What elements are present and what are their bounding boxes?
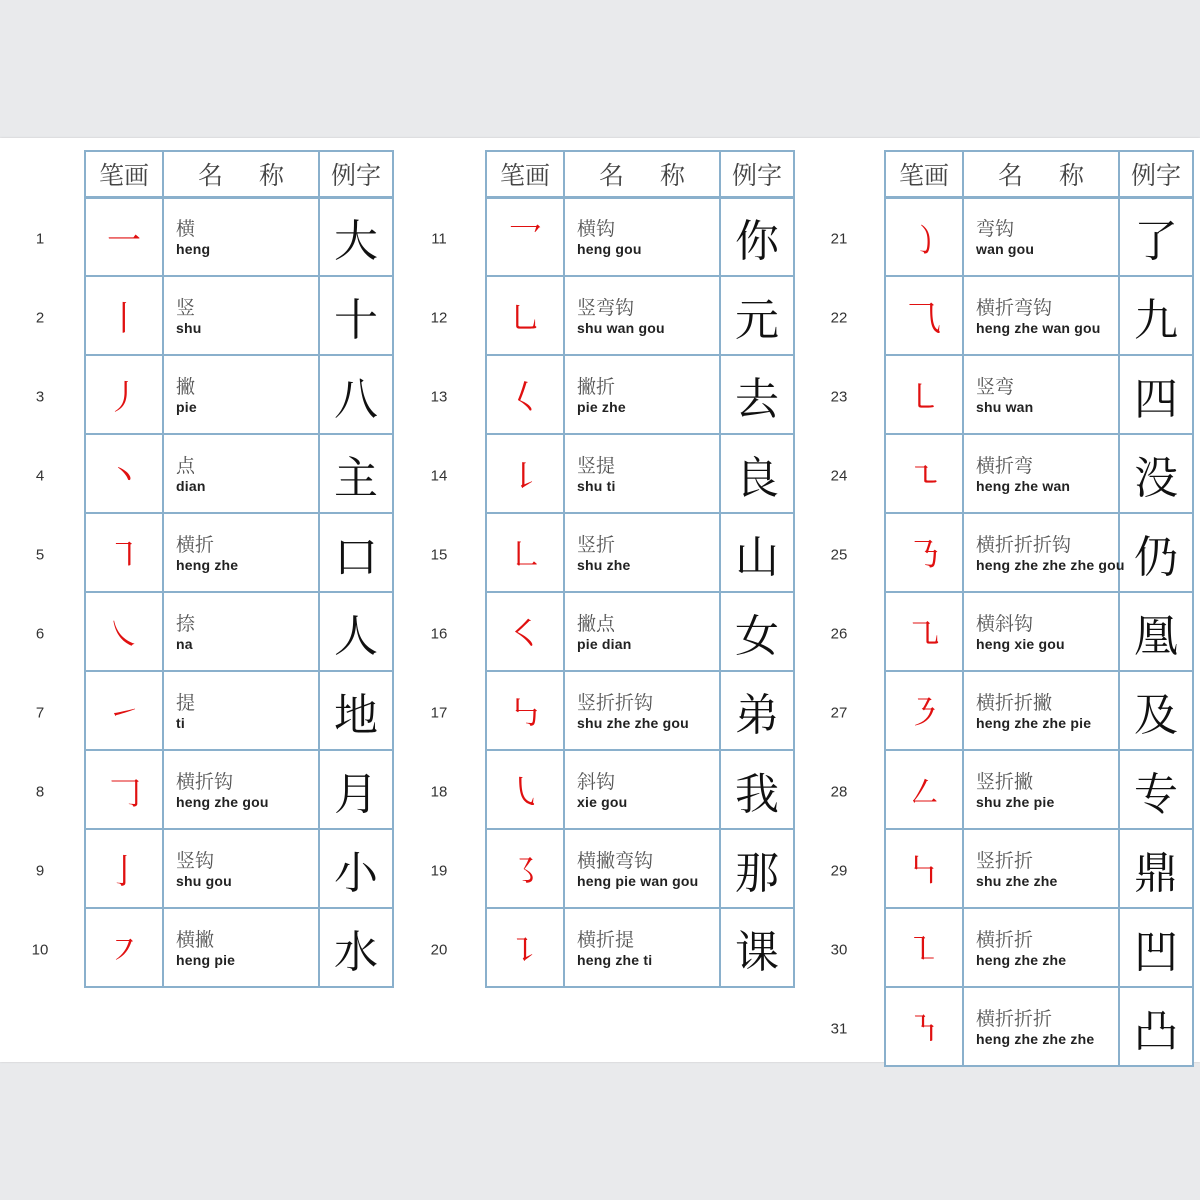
stroke-glyph: ㇏	[86, 593, 164, 670]
row-number: 21	[830, 230, 848, 247]
stroke-glyph: ㇌	[487, 830, 565, 907]
stroke-name: 横折弯	[976, 454, 1034, 477]
table-row	[886, 354, 1192, 433]
stroke-pinyin: shu zhe zhe	[976, 872, 1058, 889]
stroke-pinyin: shu zhe	[577, 556, 631, 573]
row-number: 29	[830, 862, 848, 879]
stroke-name-cell	[164, 593, 320, 670]
stroke-glyph: ㇡	[886, 514, 964, 591]
row-number: 7	[35, 704, 45, 721]
table-row	[86, 354, 392, 433]
row-number: 2	[35, 309, 45, 326]
row-number: 26	[830, 625, 848, 642]
row-number: 9	[35, 862, 45, 879]
stroke-glyph: ㇜	[886, 751, 964, 828]
stroke-name: 横折折撇	[976, 691, 1053, 714]
stroke-pinyin: heng pie	[176, 951, 236, 968]
stroke-name-cell	[964, 356, 1120, 433]
table-row	[86, 907, 392, 986]
stroke-name: 横折折	[976, 928, 1034, 951]
stroke-name-cell	[164, 672, 320, 749]
stroke-name: 提	[176, 691, 196, 714]
example-character: 九	[1134, 294, 1178, 346]
stroke-name: 横	[176, 218, 196, 240]
stroke-name: 斜钩	[577, 770, 616, 793]
stroke-glyph: ㇂	[487, 751, 565, 828]
row-number: 30	[830, 941, 848, 958]
table-header	[86, 152, 392, 199]
stroke-pinyin: heng gou	[577, 241, 642, 257]
table-row	[86, 199, 392, 275]
stroke-name: 撇	[176, 375, 196, 398]
stroke-pinyin: heng	[176, 241, 211, 257]
stroke-name-cell	[964, 593, 1120, 670]
row-number: 24	[830, 467, 848, 484]
stroke-name-cell	[964, 435, 1120, 512]
stroke-glyph: 𠃌	[86, 751, 164, 828]
stroke-glyph: ㇊	[487, 909, 565, 986]
stroke-glyph: ㇄	[886, 356, 964, 433]
stroke-glyph: ㇇	[86, 909, 164, 986]
stroke-name: 竖折折	[976, 849, 1034, 872]
header-example: 例字	[731, 161, 782, 190]
row-number: 27	[830, 704, 848, 721]
stroke-name: 横折折折	[976, 1007, 1053, 1030]
stroke-name: 横撇	[176, 928, 215, 951]
stroke-pinyin: shu zhe zhe gou	[577, 714, 689, 731]
table-row	[487, 907, 793, 986]
header-example: 例字	[330, 161, 381, 190]
example-character: 地	[334, 689, 378, 741]
example-character: 小	[334, 847, 378, 899]
stroke-name-cell	[964, 672, 1120, 749]
stroke-name-cell	[565, 909, 721, 986]
stroke-pinyin: heng zhe	[176, 556, 239, 573]
table-row	[487, 828, 793, 907]
row-number: 28	[830, 783, 848, 800]
stroke-name: 横撇弯钩	[577, 849, 654, 872]
stroke-pinyin: shu ti	[577, 477, 616, 494]
stroke-glyph: ⺄	[886, 277, 964, 354]
stroke-name-cell	[964, 909, 1120, 986]
example-character: 那	[735, 847, 779, 899]
row-number: 25	[830, 546, 848, 563]
stroke-name-cell	[565, 751, 721, 828]
stroke-table-2	[485, 150, 795, 988]
row-number: 18	[430, 783, 448, 800]
stroke-pinyin: heng zhe zhe pie	[976, 714, 1092, 731]
stroke-glyph: 乛	[487, 199, 565, 275]
example-character: 山	[735, 531, 779, 583]
stroke-name-cell	[164, 199, 320, 275]
stroke-name-cell	[565, 435, 721, 512]
header-stroke: 笔画	[86, 152, 164, 196]
example-character: 十	[334, 294, 378, 346]
stroke-pinyin: heng zhe wan gou	[976, 319, 1101, 336]
example-character: 八	[334, 373, 378, 425]
stroke-name-cell	[164, 356, 320, 433]
stroke-glyph: 一	[86, 199, 164, 275]
stroke-name: 捺	[176, 612, 196, 635]
stroke-chart-sheet	[0, 138, 1200, 1062]
example-character: 专	[1134, 768, 1178, 820]
stroke-name-cell	[964, 751, 1120, 828]
example-character: 月	[334, 768, 378, 820]
stroke-name: 弯钩	[976, 218, 1015, 240]
stroke-glyph: ㇀	[86, 672, 164, 749]
stroke-name: 竖弯钩	[577, 296, 635, 319]
example-character: 凹	[1134, 926, 1178, 978]
stroke-pinyin: pie zhe	[577, 398, 626, 415]
stroke-name-cell	[565, 593, 721, 670]
table-row	[487, 433, 793, 512]
stroke-name-cell	[964, 277, 1120, 354]
stroke-glyph: 丶	[86, 435, 164, 512]
row-number: 13	[430, 388, 448, 405]
stroke-pinyin: heng xie gou	[976, 635, 1065, 652]
example-character: 课	[735, 926, 779, 978]
table-row	[487, 512, 793, 591]
example-character: 你	[735, 216, 779, 267]
stroke-glyph: 丿	[86, 356, 164, 433]
table-row	[86, 512, 392, 591]
header-example: 例字	[1130, 161, 1181, 190]
stroke-name-cell	[964, 830, 1120, 907]
stroke-glyph: ㇕	[86, 514, 164, 591]
stroke-name-cell	[565, 672, 721, 749]
row-number: 6	[35, 625, 45, 642]
table-row	[886, 749, 1192, 828]
stroke-glyph: ㇟	[487, 277, 565, 354]
table-row	[86, 828, 392, 907]
stroke-pinyin: shu	[176, 319, 202, 336]
example-character: 女	[735, 610, 779, 662]
stroke-name: 竖弯	[976, 375, 1015, 398]
example-character: 元	[735, 294, 779, 346]
example-character: 去	[735, 373, 779, 425]
header-name: 名 称	[164, 152, 320, 196]
row-number: 14	[430, 467, 448, 484]
stroke-glyph: ㇞	[886, 830, 964, 907]
example-character: 凸	[1134, 1005, 1178, 1057]
stroke-pinyin: heng zhe wan	[976, 477, 1071, 494]
stroke-pinyin: pie	[176, 398, 197, 415]
example-character: 主	[334, 452, 378, 504]
example-character: 口	[334, 531, 378, 583]
stroke-name: 横钩	[577, 218, 616, 240]
table-header	[487, 152, 793, 199]
stroke-pinyin: shu zhe pie	[976, 793, 1055, 810]
stroke-name-cell	[164, 751, 320, 828]
stroke-name: 横折钩	[176, 770, 234, 793]
example-character: 水	[334, 926, 378, 978]
stroke-glyph: ㇙	[487, 435, 565, 512]
stroke-name: 竖钩	[176, 849, 215, 872]
stroke-glyph: ㇅	[886, 909, 964, 986]
row-number: 22	[830, 309, 848, 326]
row-number: 31	[830, 1020, 848, 1037]
example-character: 我	[735, 768, 779, 820]
stroke-pinyin: heng zhe zhe	[976, 951, 1067, 968]
stroke-name-cell	[565, 199, 721, 275]
header-stroke: 笔画	[886, 152, 964, 196]
row-number: 15	[430, 546, 448, 563]
stroke-pinyin: heng zhe ti	[577, 951, 653, 968]
stroke-pinyin: pie dian	[577, 635, 632, 652]
stroke-pinyin: wan gou	[976, 241, 1035, 257]
stroke-name-cell	[164, 435, 320, 512]
row-number: 10	[31, 941, 49, 958]
stroke-name-cell	[565, 830, 721, 907]
table-row	[886, 199, 1192, 275]
example-character: 鼎	[1134, 847, 1178, 899]
stroke-name: 横折提	[577, 928, 635, 951]
table-row	[487, 670, 793, 749]
stroke-name-cell	[164, 514, 320, 591]
example-character: 没	[1134, 452, 1178, 504]
stroke-pinyin: shu gou	[176, 872, 232, 889]
row-number: 19	[430, 862, 448, 879]
row-number: 17	[430, 704, 448, 721]
table-row	[86, 670, 392, 749]
stroke-pinyin: na	[176, 635, 193, 652]
example-character: 仍	[1134, 531, 1178, 583]
stroke-glyph: ㇈	[886, 593, 964, 670]
stroke-glyph: 亅	[86, 830, 164, 907]
stroke-glyph: ㇁	[886, 199, 964, 275]
stroke-pinyin: dian	[176, 477, 206, 494]
stroke-name: 点	[176, 454, 196, 477]
row-number: 1	[35, 230, 45, 247]
table-row	[86, 433, 392, 512]
table-row	[487, 749, 793, 828]
stroke-name: 撇点	[577, 612, 616, 635]
example-character: 人	[334, 610, 378, 662]
row-number: 4	[35, 467, 45, 484]
stroke-glyph: ㇋	[886, 672, 964, 749]
table-row	[86, 591, 392, 670]
stroke-name: 竖折折钩	[577, 691, 654, 714]
stroke-glyph: ㇎	[886, 988, 964, 1065]
stroke-name-cell	[565, 277, 721, 354]
example-character: 大	[334, 216, 378, 267]
row-number: 23	[830, 388, 848, 405]
table-row	[86, 275, 392, 354]
example-character: 四	[1134, 373, 1178, 425]
row-number: 16	[430, 625, 448, 642]
table-row	[487, 199, 793, 275]
table-row	[886, 670, 1192, 749]
table-row	[886, 591, 1192, 670]
header-name: 名 称	[964, 152, 1120, 196]
table-row	[886, 512, 1192, 591]
table-row	[487, 591, 793, 670]
row-number: 11	[431, 230, 447, 247]
stroke-name: 竖折	[577, 533, 616, 556]
stroke-glyph: 丨	[86, 277, 164, 354]
example-character: 及	[1134, 689, 1178, 741]
example-character: 了	[1134, 216, 1178, 267]
stroke-name: 横折	[176, 533, 215, 556]
stroke-name: 撇折	[577, 375, 616, 398]
table-row	[886, 828, 1192, 907]
table-row	[886, 433, 1192, 512]
stroke-name-cell	[164, 277, 320, 354]
stroke-pinyin: heng zhe zhe zhe gou	[976, 556, 1125, 573]
stroke-name: 竖	[176, 296, 196, 319]
stroke-name: 横斜钩	[976, 612, 1034, 635]
stroke-glyph: 𡿨	[487, 356, 565, 433]
stroke-name: 竖提	[577, 454, 616, 477]
header-name: 名 称	[565, 152, 721, 196]
stroke-glyph: ㇉	[487, 672, 565, 749]
stroke-glyph: ㇍	[886, 435, 964, 512]
row-number: 5	[35, 546, 45, 563]
stroke-table-1	[84, 150, 394, 988]
table-row	[487, 354, 793, 433]
row-number: 8	[35, 783, 45, 800]
table-header	[886, 152, 1192, 199]
stroke-pinyin: xie gou	[577, 793, 628, 810]
example-character: 弟	[735, 689, 779, 741]
stroke-pinyin: heng zhe zhe zhe	[976, 1030, 1095, 1047]
stroke-name-cell	[964, 988, 1120, 1065]
stroke-name: 竖折撇	[976, 770, 1034, 793]
example-character: 良	[735, 452, 779, 504]
stroke-glyph: ㇛	[487, 593, 565, 670]
stroke-pinyin: shu wan gou	[577, 319, 665, 336]
stroke-name-cell	[565, 356, 721, 433]
stroke-name-cell	[964, 514, 1125, 591]
stroke-table-3	[884, 150, 1194, 1067]
stroke-pinyin: ti	[176, 714, 185, 731]
stroke-glyph: ㇗	[487, 514, 565, 591]
table-row	[886, 275, 1192, 354]
stroke-name-cell	[164, 909, 320, 986]
stroke-pinyin: heng zhe gou	[176, 793, 269, 810]
row-number: 3	[35, 388, 45, 405]
table-row	[487, 275, 793, 354]
row-number: 20	[430, 941, 448, 958]
stroke-pinyin: shu wan	[976, 398, 1034, 415]
stroke-name-cell	[565, 514, 721, 591]
row-number: 12	[430, 309, 448, 326]
stroke-pinyin: heng pie wan gou	[577, 872, 699, 889]
table-row	[886, 986, 1192, 1065]
example-character: 凰	[1134, 610, 1178, 662]
header-stroke: 笔画	[487, 152, 565, 196]
stroke-name-cell	[964, 199, 1120, 275]
stroke-name-cell	[164, 830, 320, 907]
table-row	[86, 749, 392, 828]
stroke-name: 横折弯钩	[976, 296, 1053, 319]
stroke-name: 横折折折钩	[976, 533, 1072, 556]
table-row	[886, 907, 1192, 986]
